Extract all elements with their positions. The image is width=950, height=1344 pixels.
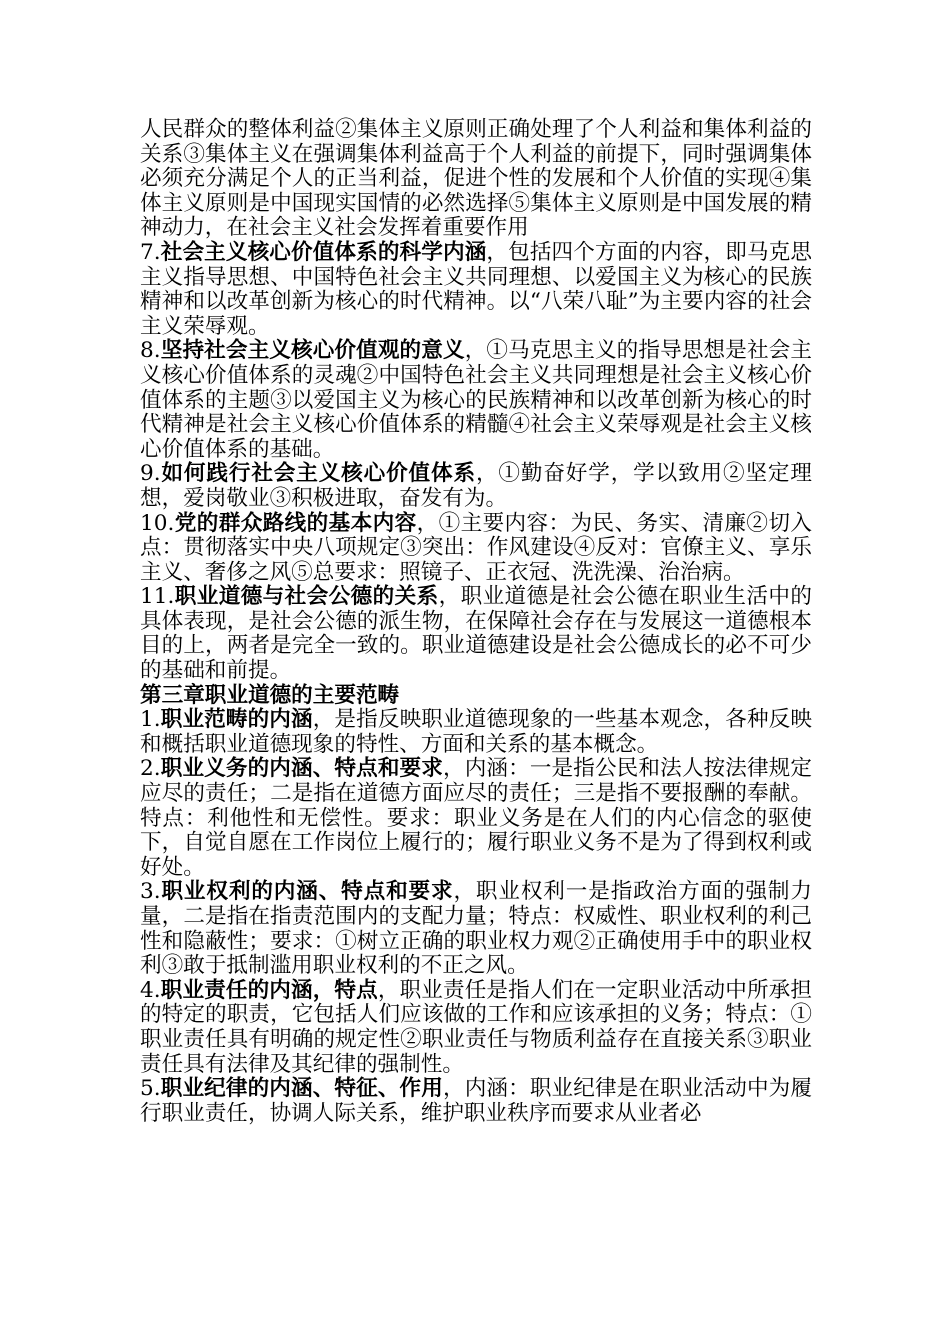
ch3-item-1 — [140, 708, 812, 757]
item-7 — [140, 241, 812, 339]
item-title: 坚持社会主义核心价值观的意义 — [160, 338, 465, 364]
item-title: 党的群众路线的基本内容 — [174, 510, 417, 536]
item-text: ，①勤奋好学，学以致用②坚定理想，爱岗敬业③积极进取，奋发有为。 — [140, 461, 812, 511]
item-text: ，内涵：一是指公民和法人按法律规定应尽的责任；二是指在道德方面应尽的责任；三是指不要报酬的奉献。特点：利他性和无偿性。要求：职业义务是在人们的内心信念的驱使下，自觉自愿在工作岗位上履行的；履行职业义务不是为了得到权利或好处。 — [140, 756, 812, 880]
item-9 — [140, 462, 812, 511]
item-text: ，①马克思主义的指导思想是社会主义核心价值体系的灵魂②中国特色社会主义共同理想是社会主义核心价值体系的主题③以爱国主义为核心的民族精神和以改革创新为核心的时代精神是社会主义核心价值体系的精髓④社会主义荣辱观是社会主义核心价值体系的基础。 — [140, 338, 812, 462]
item-text: ，内涵：职业纪律是在职业活动中为履行职业责任，协调人际关系，维护职业秩序而要求从业者必 — [140, 1076, 812, 1126]
item-title: 社会主义核心价值体系的科学内涵 — [160, 239, 487, 265]
item-8 — [140, 339, 812, 462]
item-title: 职业权利的内涵、特点和要求 — [160, 879, 454, 905]
item-title: 职业纪律的内涵、特征、作用 — [160, 1076, 443, 1102]
item-number: 10. — [140, 510, 175, 536]
ch3-item-2 — [140, 757, 812, 880]
item-text: ，包括四个方面的内容，即马克思主义指导思想、中国特色社会主义共同理想、以爱国主义为核心的民族精神和以改革创新为核心的时代精神。以“八荣八耻”为主要内容的社会主义荣辱观。 — [140, 239, 812, 339]
intro-paragraph: 人民群众的整体利益②集体主义原则正确处理了个人利益和集体利益的关系③集体主义在强调集体利益高于个人利益的前提下，同时强调集体必须充分满足个人的正当利益，促进个性的发展和个人价值的实现④集体主义原则是中国现实国情的必然选择⑤集体主义原则是中国发展的精神动力，在社会主义社会发挥着重要作用 — [140, 117, 812, 241]
item-title: 职业道德与社会公德的关系 — [174, 584, 439, 610]
item-title: 如何践行社会主义核心价值体系 — [160, 461, 476, 487]
item-title: 职业义务的内涵、特点和要求 — [160, 756, 443, 782]
item-number: 4. — [140, 977, 161, 1003]
ch3-item-3 — [140, 880, 812, 978]
item-number: 8. — [140, 338, 161, 364]
item-text: ，职业责任是指人们在一定职业活动中所承担的特定的职责，它包括人们应该做的工作和应该承担的义务；特点：①职业责任具有明确的规定性②职业责任与物质利益存在直接关系③职业责任具有法律及其纪律的强制性。 — [140, 977, 812, 1077]
item-number: 3. — [140, 879, 161, 905]
ch3-item-5 — [140, 1077, 812, 1126]
ch3-item-4 — [140, 979, 812, 1077]
item-number: 5. — [140, 1076, 161, 1102]
document-page — [140, 118, 812, 1126]
item-number: 11. — [140, 584, 175, 610]
item-11 — [140, 585, 812, 683]
item-number: 1. — [140, 707, 161, 733]
item-text: ，职业权利一是指政治方面的强制力量，二是指在指责范围内的支配力量；特点：权威性、职业权利的利己性和隐蔽性；要求：①树立正确的职业权力观②正确使用手中的职业权利③敢于抵制滥用职业权利的不正之风。 — [140, 879, 812, 979]
item-title: 职业范畴的内涵 — [160, 707, 313, 733]
item-text: ，职业道德是社会公德在职业生活中的具体表现，是社会公德的派生物，在保障社会存在与发展这一道德根本目的上，两者是完全一致的。职业道德建设是社会公德成长的必不可少的基础和前提。 — [140, 584, 812, 684]
chapter-heading: 第三章职业道德的主要范畴 — [140, 682, 400, 708]
item-text: ，①主要内容：为民、务实、清廉②切入点：贯彻落实中央八项规定③突出：作风建设④反对：官僚主义、享乐主义、奢侈之风⑤总要求：照镜子、正衣冠、洗洗澡、治治病。 — [140, 510, 812, 585]
item-number: 2. — [140, 756, 161, 782]
item-title: 职业责任的内涵，特点 — [160, 977, 378, 1003]
item-number: 9. — [140, 461, 161, 487]
item-10 — [140, 512, 812, 586]
item-text: ，是指反映职业道德现象的一些基本观念，各种反映和概括职业道德现象的特性、方面和关系的基本概念。 — [140, 707, 812, 757]
item-number: 7. — [140, 239, 161, 265]
